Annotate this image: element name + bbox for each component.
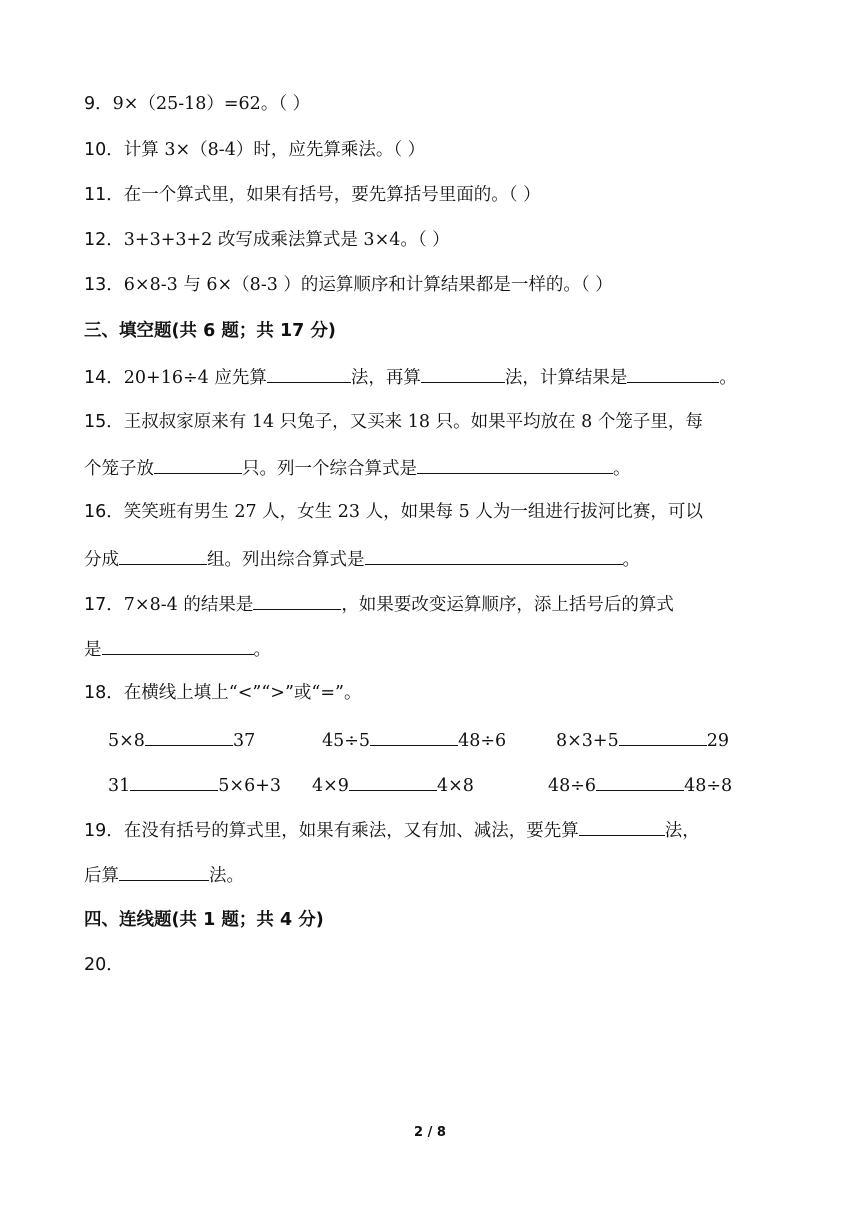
- question-number: 19．: [84, 821, 124, 841]
- comparison-item: [312, 772, 474, 798]
- comparison-right: 48÷8: [684, 776, 733, 796]
- question-text: 计算 3×（8-4）时，应先算乘法。（ ）: [123, 140, 426, 160]
- question-text: 20+16÷4 应先算: [123, 368, 267, 388]
- question-number: 16．: [84, 502, 124, 522]
- question-20: [84, 953, 124, 977]
- answer-blank[interactable]: [421, 364, 505, 383]
- answer-blank[interactable]: [627, 364, 719, 383]
- question-text: 在一个算式里，如果有括号，要先算括号里面的。（ ）: [123, 185, 541, 205]
- comparison-left: 45÷5: [322, 731, 371, 751]
- comparison-left: 4×9: [312, 776, 349, 796]
- question-text: 是: [84, 640, 102, 660]
- comparison-right: 4×8: [436, 776, 474, 796]
- answer-blank[interactable]: [102, 636, 254, 655]
- comparison-right: 5×6+3: [218, 776, 282, 796]
- question-number: 13．: [84, 275, 124, 295]
- section-heading-matching: 四、连线题(共 1 题；共 4 分): [84, 910, 324, 930]
- question-9: [84, 92, 310, 116]
- question-17: [84, 591, 674, 617]
- question-text: 6×8-3 与 6×（8-3 ）的运算顺序和计算结果都是一样的。（ ）: [123, 275, 613, 295]
- answer-blank[interactable]: [417, 455, 613, 474]
- question-text: 法。: [209, 866, 244, 886]
- answer-blank[interactable]: [119, 546, 207, 565]
- comparison-left: 8×3+5: [556, 731, 619, 751]
- question-text: 组。列出综合算式是: [207, 550, 365, 570]
- question-number: 10．: [84, 140, 124, 160]
- question-17-continued: [84, 636, 271, 662]
- question-text: 。: [253, 640, 271, 660]
- question-text: 。: [719, 368, 737, 388]
- question-number: 18．: [84, 683, 124, 703]
- answer-blank[interactable]: [267, 364, 351, 383]
- answer-blank[interactable]: [130, 772, 218, 791]
- answer-blank[interactable]: [253, 591, 341, 610]
- answer-blank[interactable]: [619, 727, 707, 746]
- question-number: 14．: [84, 368, 124, 388]
- comparison-left: 31: [108, 776, 131, 796]
- question-11: [84, 183, 541, 207]
- question-text: 在横线上填上“<”“>”或“=”。: [123, 683, 362, 703]
- question-number: 15．: [84, 412, 124, 432]
- question-19-continued: [84, 862, 244, 888]
- answer-blank[interactable]: [579, 817, 665, 836]
- question-18: [84, 681, 361, 705]
- question-13: [84, 273, 613, 297]
- question-text: 法，: [664, 821, 700, 841]
- question-text: 3+3+3+2 改写成乘法算式是 3×4。（ ）: [123, 230, 450, 250]
- question-text: 。: [613, 459, 631, 479]
- comparison-item: [108, 772, 281, 798]
- question-text: 7×8-4 的结果是: [123, 595, 254, 615]
- answer-blank[interactable]: [349, 772, 437, 791]
- question-text: 王叔叔家原来有 14 只兔子，又买来 18 只。如果平均放在 8 个笼子里，每: [123, 412, 703, 432]
- section-heading-fill-in: 三、填空题(共 6 题；共 17 分): [84, 321, 336, 341]
- comparison-left: 48÷6: [548, 776, 597, 796]
- question-text: 分成: [84, 550, 119, 570]
- question-14: [84, 364, 737, 390]
- answer-blank[interactable]: [119, 862, 209, 881]
- answer-blank[interactable]: [154, 455, 242, 474]
- question-10: [84, 138, 425, 162]
- answer-blank[interactable]: [596, 772, 684, 791]
- question-text: 9×（25-18）=62。（ ）: [112, 94, 311, 114]
- comparison-item: [108, 727, 255, 753]
- question-number: 9．: [84, 94, 113, 114]
- answer-blank[interactable]: [365, 546, 623, 565]
- question-text: 只。列一个综合算式是: [242, 459, 417, 479]
- question-12: [84, 228, 450, 252]
- comparison-item: [322, 727, 506, 753]
- question-text: 法，再算: [350, 368, 421, 388]
- question-text: 后算: [84, 866, 119, 886]
- question-19: [84, 817, 700, 843]
- comparison-item: [556, 727, 729, 753]
- comparison-item: [548, 772, 732, 798]
- comparison-right: 29: [706, 731, 730, 751]
- question-number: 17．: [84, 595, 124, 615]
- question-text: 法，计算结果是: [504, 368, 628, 388]
- question-15: [84, 410, 703, 434]
- question-15-continued: [84, 455, 631, 481]
- comparison-right: 48÷6: [458, 731, 507, 751]
- question-text: 。: [622, 550, 640, 570]
- comparison-right: 37: [232, 731, 256, 751]
- question-number: 11．: [84, 185, 124, 205]
- page-number: 2 / 8: [414, 1125, 446, 1140]
- answer-blank[interactable]: [370, 727, 458, 746]
- question-16-continued: [84, 546, 640, 572]
- question-number: 12．: [84, 230, 124, 250]
- question-16: [84, 500, 703, 524]
- comparison-left: 5×8: [108, 731, 145, 751]
- question-number: 20．: [84, 955, 124, 975]
- question-text: 在没有括号的算式里，如果有乘法，又有加、减法，要先算: [123, 821, 579, 841]
- question-text: 个笼子放: [84, 459, 154, 479]
- question-text: ，如果要改变运算顺序，添上括号后的算式: [341, 595, 674, 615]
- answer-blank[interactable]: [145, 727, 233, 746]
- question-text: 笑笑班有男生 27 人，女生 23 人，如果每 5 人为一组进行拔河比赛，可以: [123, 502, 703, 522]
